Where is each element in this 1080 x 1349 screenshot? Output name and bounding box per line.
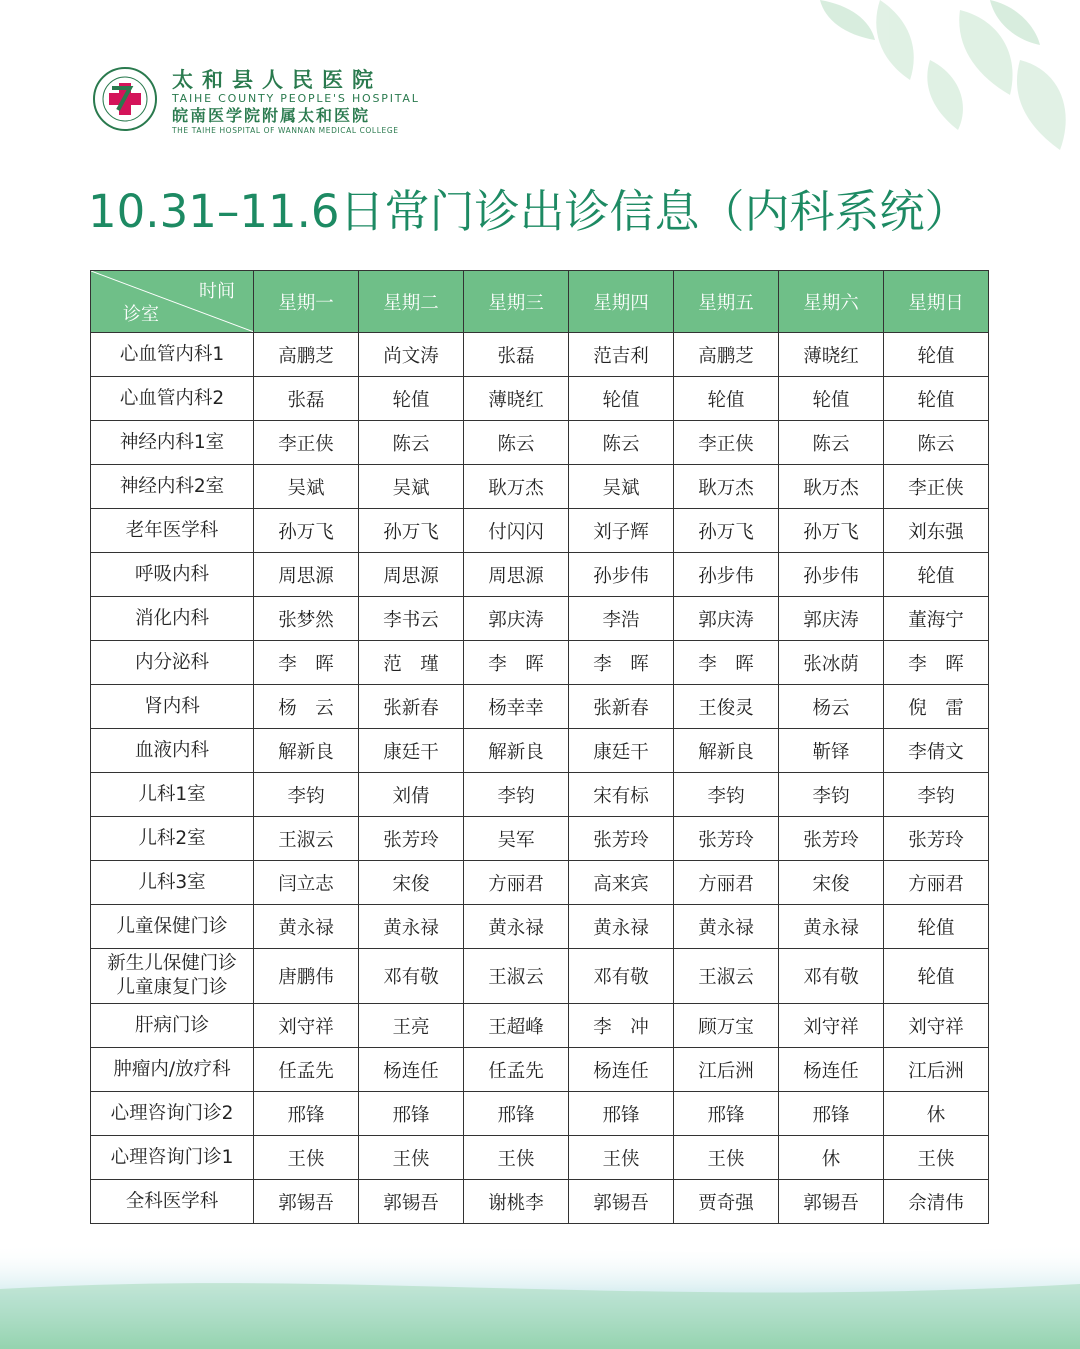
doctor-cell: 谢桃李 (464, 1180, 569, 1224)
doctor-cell: 张新春 (569, 685, 674, 729)
doctor-cell: 郭庆涛 (779, 597, 884, 641)
doctor-cell: 贾奇强 (674, 1180, 779, 1224)
doctor-cell: 陈云 (779, 421, 884, 465)
room-cell: 儿科2室 (91, 817, 254, 861)
doctor-cell: 王淑云 (674, 949, 779, 1004)
doctor-cell: 黄永禄 (674, 905, 779, 949)
doctor-cell: 陈云 (884, 421, 989, 465)
doctor-cell: 耿万杰 (779, 465, 884, 509)
doctor-cell: 李正侠 (254, 421, 359, 465)
doctor-cell: 王淑云 (254, 817, 359, 861)
doctor-cell: 杨连任 (359, 1048, 464, 1092)
room-cell: 老年医学科 (91, 509, 254, 553)
doctor-cell: 陈云 (569, 421, 674, 465)
header-time-label: 时间 (199, 281, 235, 302)
doctor-cell: 倪 雷 (884, 685, 989, 729)
table-row (91, 333, 989, 377)
header-day-fri: 星期五 (674, 271, 779, 333)
doctor-cell: 李钧 (254, 773, 359, 817)
room-cell: 内分泌科 (91, 641, 254, 685)
header-day-thu: 星期四 (569, 271, 674, 333)
table-row (91, 553, 989, 597)
doctor-cell: 顾万宝 (674, 1004, 779, 1048)
doctor-cell: 王侠 (884, 1136, 989, 1180)
hospital-name-block (172, 68, 420, 136)
doctor-cell: 王侠 (464, 1136, 569, 1180)
doctor-cell: 江后洲 (674, 1048, 779, 1092)
doctor-cell: 杨连任 (569, 1048, 674, 1092)
doctor-cell: 轮值 (779, 377, 884, 421)
doctor-cell: 耿万杰 (464, 465, 569, 509)
schedule-header-row (91, 271, 989, 333)
table-row (91, 641, 989, 685)
doctor-cell: 李正侠 (884, 465, 989, 509)
doctor-cell: 轮值 (569, 377, 674, 421)
doctor-cell: 吴斌 (569, 465, 674, 509)
table-row (91, 1048, 989, 1092)
table-row (91, 949, 989, 1004)
doctor-cell: 张冰荫 (779, 641, 884, 685)
doctor-cell: 高鹏芝 (674, 333, 779, 377)
doctor-cell: 轮值 (674, 377, 779, 421)
table-row (91, 817, 989, 861)
doctor-cell: 黄永禄 (254, 905, 359, 949)
doctor-cell: 邓有敬 (569, 949, 674, 1004)
doctor-cell: 李钧 (884, 773, 989, 817)
header-day-mon: 星期一 (254, 271, 359, 333)
table-row (91, 773, 989, 817)
doctor-cell: 孙步伟 (779, 553, 884, 597)
doctor-cell: 周思源 (464, 553, 569, 597)
room-cell: 儿童保健门诊 (91, 905, 254, 949)
doctor-cell: 李浩 (569, 597, 674, 641)
doctor-cell: 张磊 (464, 333, 569, 377)
doctor-cell: 王淑云 (464, 949, 569, 1004)
table-row (91, 377, 989, 421)
doctor-cell: 佘清伟 (884, 1180, 989, 1224)
doctor-cell: 张芳玲 (569, 817, 674, 861)
table-row (91, 729, 989, 773)
table-row (91, 905, 989, 949)
table-row (91, 1004, 989, 1048)
hospital-name-en: TAIHE COUNTY PEOPLE'S HOSPITAL (172, 92, 420, 105)
doctor-cell: 王亮 (359, 1004, 464, 1048)
doctor-cell: 杨连任 (779, 1048, 884, 1092)
header-day-sun: 星期日 (884, 271, 989, 333)
doctor-cell: 郭庆涛 (464, 597, 569, 641)
doctor-cell: 黄永禄 (464, 905, 569, 949)
doctor-cell: 刘守祥 (779, 1004, 884, 1048)
doctor-cell: 李倩文 (884, 729, 989, 773)
doctor-cell: 李钧 (464, 773, 569, 817)
doctor-cell: 王超峰 (464, 1004, 569, 1048)
room-cell: 肿瘤内/放疗科 (91, 1048, 254, 1092)
doctor-cell: 邢锋 (674, 1092, 779, 1136)
doctor-cell: 刘守祥 (254, 1004, 359, 1048)
doctor-cell: 任孟先 (254, 1048, 359, 1092)
table-row (91, 685, 989, 729)
doctor-cell: 陈云 (359, 421, 464, 465)
doctor-cell: 王俊灵 (674, 685, 779, 729)
doctor-cell: 闫立志 (254, 861, 359, 905)
doctor-cell: 康廷干 (359, 729, 464, 773)
doctor-cell: 张新春 (359, 685, 464, 729)
doctor-cell: 黄永禄 (359, 905, 464, 949)
doctor-cell: 唐鹏伟 (254, 949, 359, 1004)
doctor-cell: 邓有敬 (779, 949, 884, 1004)
doctor-cell: 王侠 (359, 1136, 464, 1180)
schedule-table (90, 270, 989, 1224)
doctor-cell: 邢锋 (359, 1092, 464, 1136)
room-cell: 神经内科2室 (91, 465, 254, 509)
doctor-cell: 邢锋 (464, 1092, 569, 1136)
doctor-cell: 耿万杰 (674, 465, 779, 509)
doctor-cell: 休 (779, 1136, 884, 1180)
doctor-cell: 李正侠 (674, 421, 779, 465)
table-row (91, 861, 989, 905)
doctor-cell: 孙万飞 (359, 509, 464, 553)
doctor-cell: 刘倩 (359, 773, 464, 817)
doctor-cell: 休 (884, 1092, 989, 1136)
doctor-cell: 解新良 (464, 729, 569, 773)
doctor-cell: 宋有标 (569, 773, 674, 817)
doctor-cell: 靳铎 (779, 729, 884, 773)
doctor-cell: 郭锡吾 (569, 1180, 674, 1224)
doctor-cell: 吴斌 (254, 465, 359, 509)
doctor-cell: 王侠 (674, 1136, 779, 1180)
room-cell: 血液内科 (91, 729, 254, 773)
page-title: 10.31–11.6日常门诊出诊信息（内科系统） (88, 185, 970, 238)
doctor-cell: 张芳玲 (674, 817, 779, 861)
room-cell: 肝病门诊 (91, 1004, 254, 1048)
header-day-tue: 星期二 (359, 271, 464, 333)
room-cell: 心理咨询门诊1 (91, 1136, 254, 1180)
table-row (91, 597, 989, 641)
doctor-cell: 张芳玲 (884, 817, 989, 861)
doctor-cell: 邢锋 (254, 1092, 359, 1136)
doctor-cell: 周思源 (254, 553, 359, 597)
doctor-cell: 吴斌 (359, 465, 464, 509)
doctor-cell: 刘守祥 (884, 1004, 989, 1048)
doctor-cell: 李 晖 (464, 641, 569, 685)
doctor-cell: 郭庆涛 (674, 597, 779, 641)
doctor-cell: 范吉利 (569, 333, 674, 377)
doctor-cell: 任孟先 (464, 1048, 569, 1092)
table-row (91, 421, 989, 465)
doctor-cell: 范 瑾 (359, 641, 464, 685)
doctor-cell: 邢锋 (569, 1092, 674, 1136)
doctor-cell: 轮值 (884, 905, 989, 949)
hospital-affiliation-en: THE TAIHE HOSPITAL OF WANNAN MEDICAL COLLEGE (172, 126, 399, 135)
doctor-cell: 郭锡吾 (254, 1180, 359, 1224)
doctor-cell: 杨 云 (254, 685, 359, 729)
hospital-name-cn: 太和县人民医院 (172, 67, 382, 92)
doctor-cell: 李 晖 (884, 641, 989, 685)
table-row (91, 509, 989, 553)
doctor-cell: 李钧 (779, 773, 884, 817)
doctor-cell: 陈云 (464, 421, 569, 465)
doctor-cell: 吴军 (464, 817, 569, 861)
doctor-cell: 轮值 (359, 377, 464, 421)
room-cell: 全科医学科 (91, 1180, 254, 1224)
decorative-leaves-image (760, 0, 1080, 160)
doctor-cell: 杨云 (779, 685, 884, 729)
doctor-cell: 郭锡吾 (359, 1180, 464, 1224)
doctor-cell: 周思源 (359, 553, 464, 597)
room-cell: 神经内科1室 (91, 421, 254, 465)
doctor-cell: 张芳玲 (779, 817, 884, 861)
doctor-cell: 轮值 (884, 553, 989, 597)
doctor-cell: 宋俊 (359, 861, 464, 905)
room-cell: 心血管内科1 (91, 333, 254, 377)
doctor-cell: 江后洲 (884, 1048, 989, 1092)
doctor-cell: 方丽君 (884, 861, 989, 905)
doctor-cell: 王侠 (254, 1136, 359, 1180)
doctor-cell: 康廷干 (569, 729, 674, 773)
doctor-cell: 方丽君 (674, 861, 779, 905)
doctor-cell: 孙万飞 (254, 509, 359, 553)
doctor-cell: 杨幸幸 (464, 685, 569, 729)
room-cell: 心理咨询门诊2 (91, 1092, 254, 1136)
header-day-wed: 星期三 (464, 271, 569, 333)
room-cell: 儿科3室 (91, 861, 254, 905)
doctor-cell: 孙万飞 (674, 509, 779, 553)
doctor-cell: 孙步伟 (674, 553, 779, 597)
doctor-cell: 刘子辉 (569, 509, 674, 553)
doctor-cell: 黄永禄 (779, 905, 884, 949)
doctor-cell: 张磊 (254, 377, 359, 421)
doctor-cell: 薄晓红 (779, 333, 884, 377)
doctor-cell: 付闪闪 (464, 509, 569, 553)
doctor-cell: 高来宾 (569, 861, 674, 905)
room-cell: 消化内科 (91, 597, 254, 641)
doctor-cell: 方丽君 (464, 861, 569, 905)
schedule-body (91, 333, 989, 1224)
hospital-affiliation-cn: 皖南医学院附属太和医院 (172, 106, 371, 125)
doctor-cell: 黄永禄 (569, 905, 674, 949)
doctor-cell: 薄晓红 (464, 377, 569, 421)
doctor-cell: 宋俊 (779, 861, 884, 905)
doctor-cell: 轮值 (884, 377, 989, 421)
doctor-cell: 李书云 (359, 597, 464, 641)
doctor-cell: 解新良 (674, 729, 779, 773)
header-room-label: 诊室 (123, 304, 159, 325)
doctor-cell: 张梦然 (254, 597, 359, 641)
doctor-cell: 孙步伟 (569, 553, 674, 597)
doctor-cell: 李 晖 (674, 641, 779, 685)
doctor-cell: 孙万飞 (779, 509, 884, 553)
doctor-cell: 郭锡吾 (779, 1180, 884, 1224)
doctor-cell: 解新良 (254, 729, 359, 773)
doctor-cell: 高鹏芝 (254, 333, 359, 377)
doctor-cell: 李 晖 (254, 641, 359, 685)
hospital-logo-icon (92, 66, 158, 132)
table-row (91, 465, 989, 509)
doctor-cell: 李 冲 (569, 1004, 674, 1048)
doctor-cell: 董海宁 (884, 597, 989, 641)
header-day-sat: 星期六 (779, 271, 884, 333)
table-row (91, 1092, 989, 1136)
doctor-cell: 李钧 (674, 773, 779, 817)
doctor-cell: 王侠 (569, 1136, 674, 1180)
room-cell: 心血管内科2 (91, 377, 254, 421)
doctor-cell: 刘东强 (884, 509, 989, 553)
doctor-cell: 邢锋 (779, 1092, 884, 1136)
doctor-cell: 轮值 (884, 949, 989, 1004)
doctor-cell: 邓有敬 (359, 949, 464, 1004)
room-cell: 呼吸内科 (91, 553, 254, 597)
room-cell: 新生儿保健门诊 儿童康复门诊 (91, 949, 254, 1004)
decorative-bottom-band-image (0, 1209, 1080, 1349)
room-cell: 肾内科 (91, 685, 254, 729)
room-cell: 儿科1室 (91, 773, 254, 817)
header-corner-cell (91, 271, 254, 333)
doctor-cell: 张芳玲 (359, 817, 464, 861)
doctor-cell: 轮值 (884, 333, 989, 377)
doctor-cell: 尚文涛 (359, 333, 464, 377)
table-row (91, 1136, 989, 1180)
doctor-cell: 李 晖 (569, 641, 674, 685)
